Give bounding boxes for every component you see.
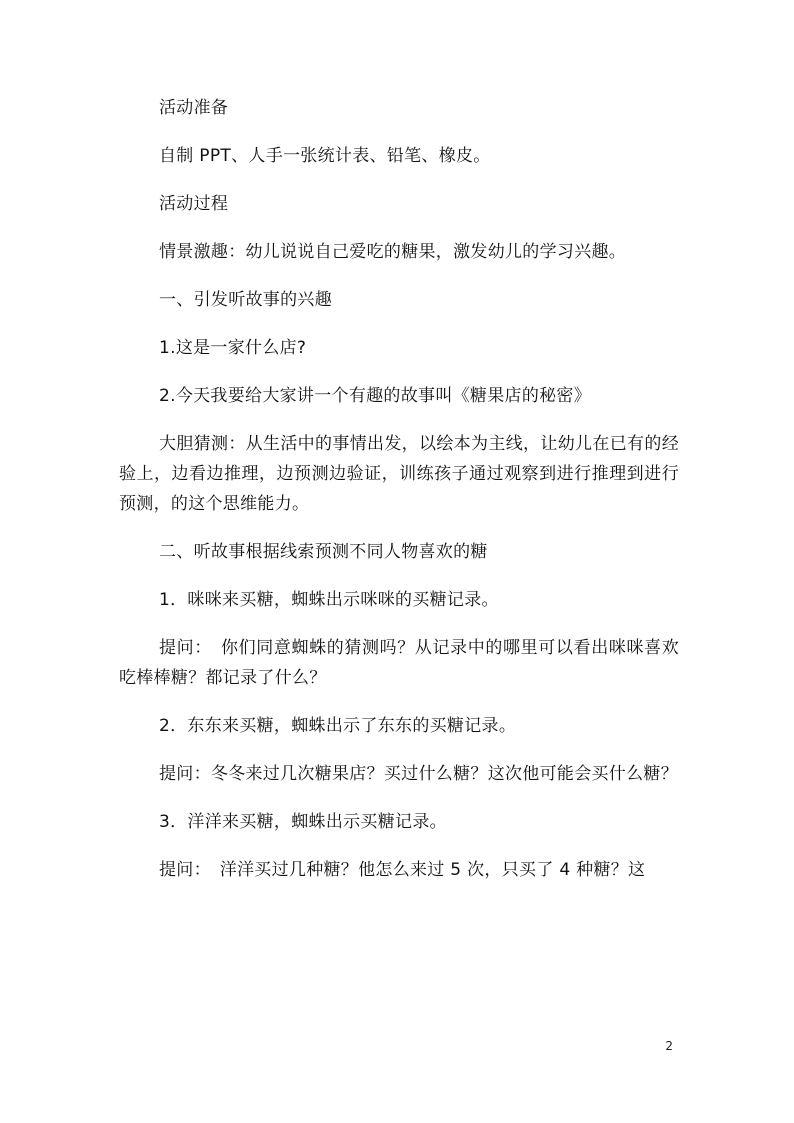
question-yangyang: 提问： 洋洋买过几种糖？他怎么来过 5 次，只买了 4 种糖？这 [159,860,646,880]
preparation-materials: 自制 PPT、人手一张统计表、铅笔、橡皮。 [159,146,491,166]
section-one-item-1: 1.这是一家什么店? [159,338,307,358]
document-body [119,93,679,903]
heading-activity-preparation: 活动准备 [159,98,229,118]
section-one-heading: 一、引发听故事的兴趣 [159,290,332,310]
section-two-heading: 二、听故事根据线索预测不同人物喜欢的糖 [159,542,488,562]
section-two-item-2: 2．东东来买糖，蜘蛛出示了东东的买糖记录。 [159,716,517,736]
section-two-item-1: 1．咪咪来买糖，蜘蛛出示咪咪的买糖记录。 [159,590,499,610]
question-mimi: 提问： 你们同意蜘蛛的猜测吗？从记录中的哪里可以看出咪咪喜欢吃棒棒糖？都记录了什么？ [119,638,679,688]
bold-guess-paragraph: 大胆猜测：从生活中的事情出发，以绘本为主线，让幼儿在已有的经验上，边看边推理，边预测边验证，训练孩子通过观察到进行推理到进行预测，的这个思维能力。 [119,434,679,514]
question-dongdong: 提问：冬冬来过几次糖果店？买过什么糖？这次他可能会买什么糖？ [159,764,678,784]
heading-activity-process: 活动过程 [159,194,229,214]
page-number: 2 [665,1039,673,1053]
scenario-motivation: 情景激趣：幼儿说说自己爱吃的糖果，激发幼儿的学习兴趣。 [159,242,627,262]
section-one-item-2: 2.今天我要给大家讲一个有趣的故事叫《糖果店的秘密》 [159,386,592,406]
section-two-item-3: 3．洋洋来买糖，蜘蛛出示买糖记录。 [159,812,447,832]
